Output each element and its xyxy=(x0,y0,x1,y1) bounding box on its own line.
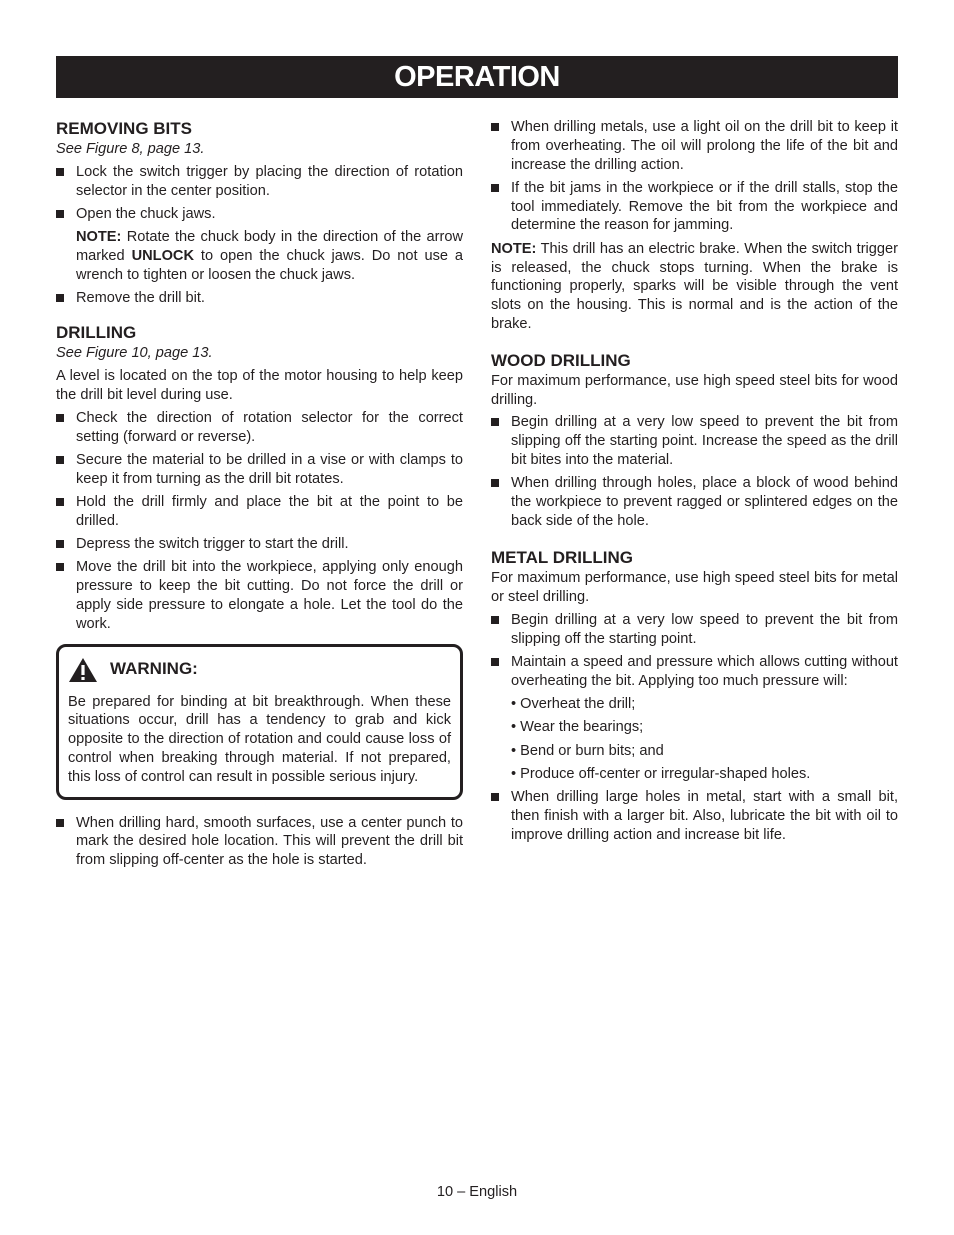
drilling-intro: A level is located on the top of the motor housing to help keep the drill bit level during use. xyxy=(56,368,463,403)
warning-box xyxy=(56,644,463,800)
list-item: Hold the drill firmly and place the bit at the point to be drilled. xyxy=(56,493,463,531)
drilling-heading: DRILLING xyxy=(56,323,137,343)
list-item: Maintain a speed and pressure which allows cutting without overheating the bit. Applying too much pressure will: xyxy=(491,653,898,691)
removing-bits-heading: REMOVING BITS xyxy=(56,119,193,138)
sub-list-item: • Bend or burn bits; and xyxy=(511,742,664,759)
list-item: Lock the switch trigger by placing the direction of rotation selector in the center position. xyxy=(56,163,463,201)
warning-triangle-icon xyxy=(68,657,98,683)
page-title: OPERATION xyxy=(394,60,560,93)
section-banner xyxy=(56,56,898,98)
square-bullet-icon xyxy=(491,793,499,801)
list-item: Begin drilling at a very low speed to prevent the bit from slipping off the starting point. xyxy=(491,611,898,649)
square-bullet-icon xyxy=(491,184,499,192)
list-item: If the bit jams in the workpiece or if the drill stalls, stop the tool immediately. Remove the bit from the workpiece and determine the reason for jamming. xyxy=(491,179,898,235)
square-bullet-icon xyxy=(56,819,64,827)
left-column xyxy=(56,118,463,874)
square-bullet-icon xyxy=(491,479,499,487)
list-item: When drilling large holes in metal, start with a small bit, then finish with a larger bit. Also, lubricate the bit with oil to improve drilling action and increase bit life. xyxy=(491,788,898,844)
square-bullet-icon xyxy=(56,540,64,548)
page-footer: 10 – English xyxy=(436,1184,518,1200)
drilling-figure-ref: See Figure 10, page 13. xyxy=(56,345,213,362)
warning-text: Be prepared for binding at bit breakthrough. When these situations occur, drill has a tendency to grab and kick opposite to the direction of rotation and could cause loss of control when breaking through material. If not prepared, this loss of control can result in possible serious injury. xyxy=(68,693,451,785)
list-item: Begin drilling at a very low speed to prevent the bit from slipping off the starting point. Increase the speed as the drill bit bites into the material. xyxy=(491,413,898,469)
sub-list-item: • Produce off-center or irregular-shaped holes. xyxy=(511,765,811,782)
brake-note: NOTE: This drill has an electric brake. When the switch trigger is released, the chuck stops turning. When the brake is functioning properly, sparks will be visible through the vent slots on the housing. This is normal and is the action of the brake. xyxy=(491,240,899,332)
sub-list-item: • Overheat the drill; xyxy=(511,695,636,712)
list-item: Depress the switch trigger to start the drill. xyxy=(56,535,463,554)
warning-heading: WARNING: xyxy=(110,659,198,679)
metal-drilling-intro: For maximum performance, use high speed steel bits for metal or steel drilling. xyxy=(491,570,898,605)
list-item: Secure the material to be drilled in a vise or with clamps to keep it from turning as the drill bit rotates. xyxy=(56,451,463,489)
warning-header xyxy=(68,657,451,683)
square-bullet-icon xyxy=(491,616,499,624)
square-bullet-icon xyxy=(56,563,64,571)
square-bullet-icon xyxy=(491,123,499,131)
square-bullet-icon xyxy=(56,210,64,218)
list-item: Check the direction of rotation selector for the correct setting (forward or reverse). xyxy=(56,409,463,447)
list-item: Open the chuck jaws. xyxy=(56,205,463,224)
square-bullet-icon xyxy=(491,418,499,426)
square-bullet-icon xyxy=(491,658,499,666)
wood-drilling-intro: For maximum performance, use high speed steel bits for wood drilling. xyxy=(491,372,898,408)
removing-bits-figure-ref: See Figure 8, page 13. xyxy=(56,141,205,157)
list-item: When drilling metals, use a light oil on the drill bit to keep it from overheating. The oil will prolong the life of the bit and increase the drilling action. xyxy=(491,118,898,174)
sub-list-item: • Wear the bearings; xyxy=(511,719,644,736)
square-bullet-icon xyxy=(56,456,64,464)
chuck-note: NOTE: Rotate the chuck body in the direction of the arrow marked UNLOCK to open the chuck jaws. Do not use a wrench to tighten or loosen the chuck jaws. xyxy=(76,229,463,283)
square-bullet-icon xyxy=(56,498,64,506)
square-bullet-icon xyxy=(56,168,64,176)
wood-drilling-heading: WOOD DRILLING xyxy=(491,350,631,370)
list-item: When drilling hard, smooth surfaces, use a center punch to mark the desired hole location. This will prevent the drill bit from slipping off-center as the hole is started. xyxy=(56,814,463,870)
metal-drilling-heading: METAL DRILLING xyxy=(491,548,633,568)
right-column xyxy=(491,118,898,849)
list-item: When drilling through holes, place a block of wood behind the workpiece to prevent ragged or splintered edges on the back side of the hole. xyxy=(491,474,898,530)
square-bullet-icon xyxy=(56,414,64,422)
list-item: Remove the drill bit. xyxy=(56,289,463,308)
square-bullet-icon xyxy=(56,294,64,302)
list-item: Move the drill bit into the workpiece, applying only enough pressure to keep the bit cutting. Do not force the drill or apply side pressure to elongate a hole. Let the tool do the work. xyxy=(56,558,463,633)
